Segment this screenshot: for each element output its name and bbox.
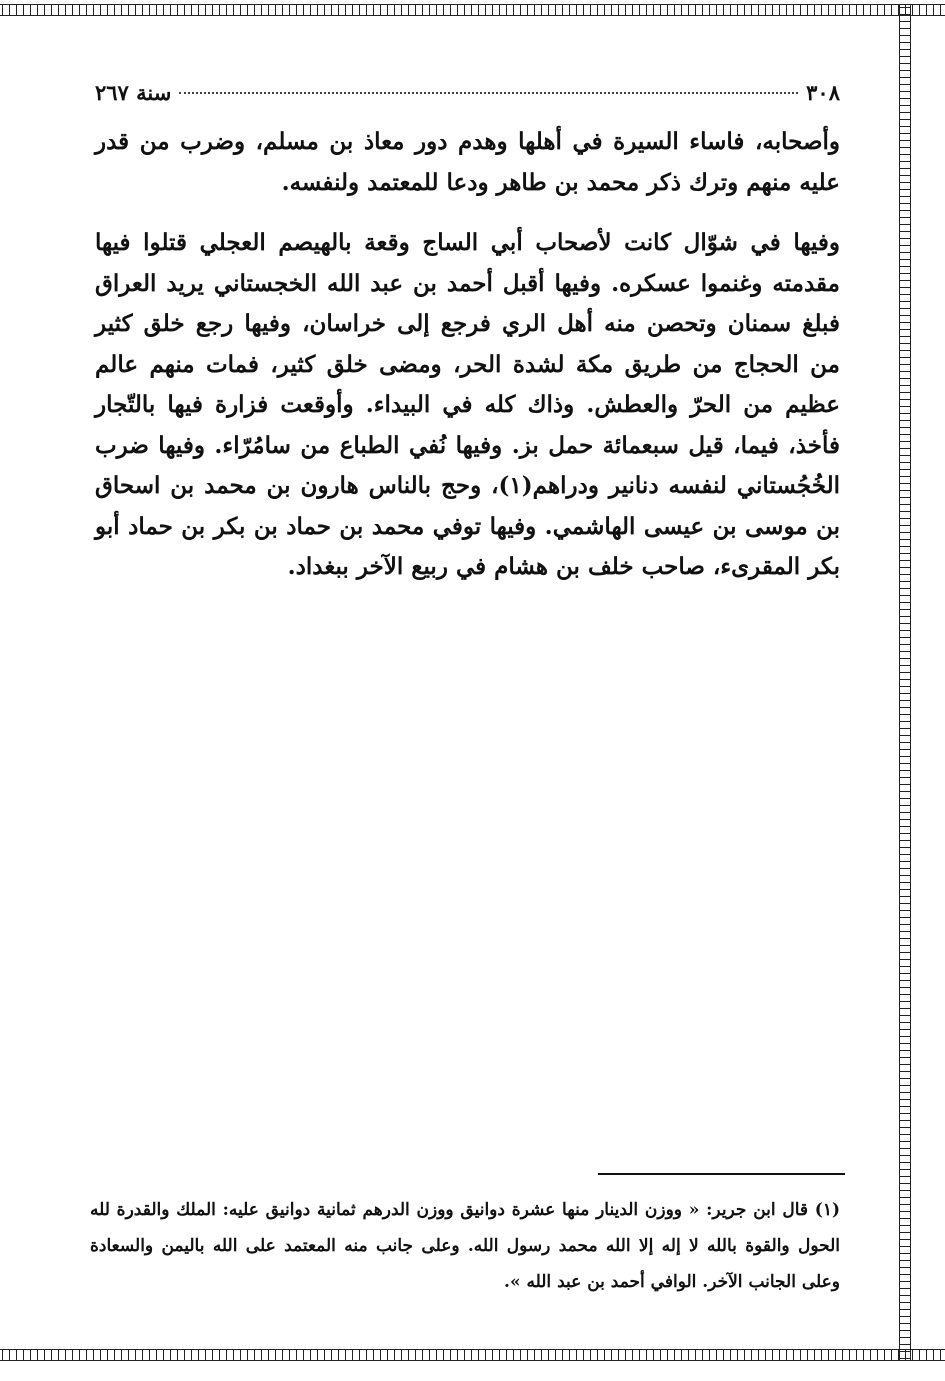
page-content — [95, 80, 840, 588]
year-label: سنة ٢٦٧ — [95, 80, 172, 105]
decorative-border-bottom — [0, 1349, 945, 1361]
page-number: ٣٠٨ — [806, 80, 840, 105]
footnote: (١) قال ابن جرير: « ووزن الدينار منها عشرة دوانيق ووزن الدرهم ثمانية دوانيق عليه: الملك والقدرة لله الحول والقوة بالله لا إله إلا الله محمد رسول الله. وعلى جانب منه المعتمد على الله باليمن والسعادة وعلى الجانب الآخر. الوافي أحمد بن عبد الله ». — [90, 1200, 840, 1292]
body-paragraph: وأصحابه، فاساء السيرة في أهلها وهدم دور معاذ بن مسلم، وضرب من قدر عليه منهم وترك ذكر محمد بن طاهر ودعا للمعتمد ولنفسه. — [95, 128, 840, 196]
footnotes — [90, 1192, 840, 1300]
footnote-separator — [598, 1173, 845, 1175]
decorative-border-right — [899, 4, 911, 1361]
running-head — [95, 80, 840, 114]
decorative-border-top — [0, 4, 945, 16]
body-paragraph: وفيها في شوّال كانت لأصحاب أبي الساج وقعة بالهيصم العجلي قتلوا فيها مقدمته وغنموا عسكره. وفيها أقبل أحمد بن عبد الله الخجستاني يريد العراق فبلغ سمنان وتحصن منه أهل الري فرجع إلى خراسان، وفيها رجع خلق كثير من الحجاج من طريق مكة لشدة الحر، ومضى خلق كثير، فمات منهم عالم عظيم من الحرّ والعطش. وذاك كله في البيداء. وأوقعت فزارة فيها بالتّجار فأخذ، فيما، قيل سبعمائة حمل بز. وفيها نُفي الطباع من سامُرّاء. وفيها ضرب الخُجُستاني لنفسه دنانير ودراهم(١)، وحج بالناس هارون بن محمد بن اسحاق بن موسى بن عيسى الهاشمي. وفيها توفي محمد بن حماد بن بكر بن حماد أبو بكر المقرىء، صاحب خلف بن هشام في ربيع الآخر ببغداد. — [95, 229, 840, 580]
header-dot-leader — [179, 92, 798, 94]
